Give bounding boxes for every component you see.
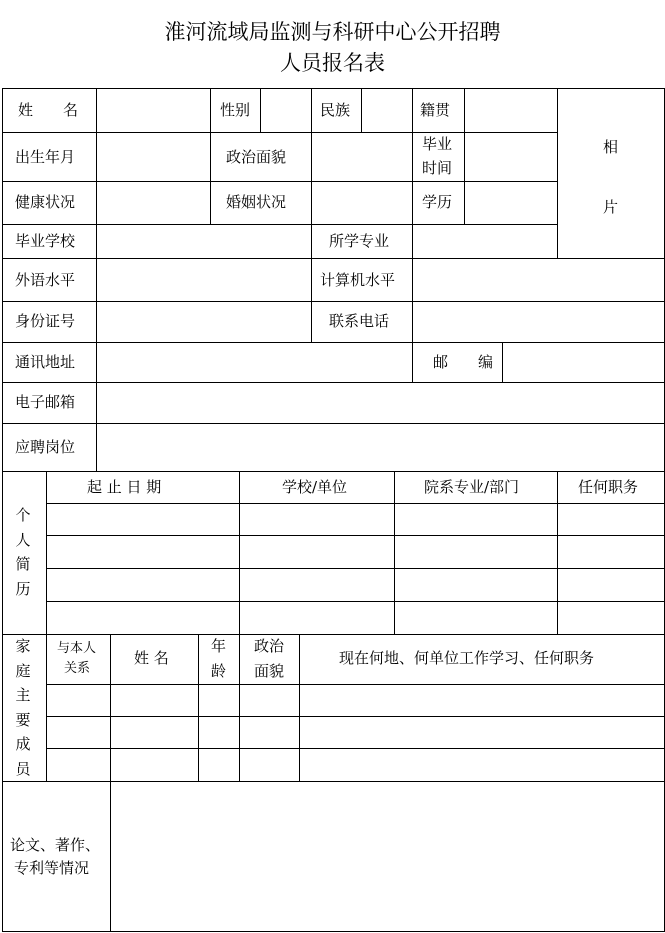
ethnicity-label: 民族 — [320, 101, 351, 119]
family-age-label-2: 龄 — [211, 662, 227, 680]
resume-side-char: 历 — [15, 579, 31, 598]
resume-side-char: 个 — [15, 506, 31, 524]
language-field[interactable] — [97, 259, 311, 301]
form-title-line1: 淮河流域局监测与科研中心公开招聘 — [164, 20, 501, 44]
resume-header-dates: 起 止 日 期 — [87, 478, 162, 496]
education-label: 学历 — [422, 193, 453, 211]
family-relation-label-2: 关系 — [64, 661, 91, 676]
name-field[interactable] — [97, 89, 210, 132]
family-side-char: 庭 — [15, 661, 31, 680]
email-field[interactable] — [97, 383, 664, 423]
gender-label: 性别 — [220, 101, 251, 119]
political-label: 政治面貌 — [226, 148, 287, 166]
marital-field[interactable] — [312, 182, 412, 224]
education-field[interactable] — [465, 182, 557, 224]
resume-header-department: 院系专业/部门 — [424, 478, 520, 496]
language-label: 外语水平 — [15, 271, 76, 289]
grad-time-label-1: 毕业 — [422, 135, 453, 153]
name-label: 姓 名 — [18, 101, 79, 119]
gender-field[interactable] — [261, 89, 311, 132]
papers-field[interactable] — [111, 782, 664, 931]
id-number-field[interactable] — [97, 302, 311, 342]
ethnicity-field[interactable] — [362, 89, 412, 132]
marital-label: 婚姻状况 — [226, 193, 287, 211]
papers-label-1: 论文、著作、 — [10, 836, 101, 854]
photo-label-2: 片 — [603, 198, 619, 216]
school-field[interactable] — [97, 225, 311, 258]
resume-side-char: 简 — [15, 555, 31, 573]
resume-side-char: 人 — [15, 530, 31, 549]
family-side-label — [13, 634, 33, 781]
family-entries[interactable] — [47, 685, 664, 781]
email-label: 电子邮箱 — [15, 393, 76, 411]
resume-header-duty: 任何职务 — [578, 478, 639, 496]
family-side-char: 要 — [15, 710, 31, 729]
native-place-field[interactable] — [465, 89, 557, 132]
form-title-line2: 人员报名表 — [280, 51, 385, 75]
position-field[interactable] — [97, 424, 664, 471]
family-relation-label-1: 与本人 — [57, 641, 97, 656]
family-political-label-2: 面貌 — [254, 662, 285, 680]
resume-side-label — [13, 503, 33, 601]
photo-box[interactable] — [558, 89, 664, 258]
id-number-label: 身份证号 — [15, 312, 76, 330]
family-side-char: 员 — [15, 759, 31, 778]
postcode-field[interactable] — [503, 343, 664, 382]
computer-field[interactable] — [413, 259, 664, 301]
family-age-label-1: 年 — [211, 637, 227, 655]
family-side-char: 家 — [15, 637, 31, 655]
health-label: 健康状况 — [15, 193, 76, 211]
phone-label: 联系电话 — [329, 312, 390, 330]
political-field[interactable] — [312, 133, 412, 181]
family-side-char: 主 — [15, 686, 31, 704]
address-label: 通讯地址 — [15, 353, 76, 371]
resume-entries[interactable] — [47, 504, 664, 634]
major-field[interactable] — [413, 225, 557, 258]
postcode-label: 邮 编 — [433, 353, 494, 371]
resume-header-school: 学校/单位 — [282, 478, 348, 496]
position-label: 应聘岗位 — [15, 438, 76, 456]
birth-label: 出生年月 — [15, 148, 76, 166]
native-place-label: 籍贯 — [420, 101, 451, 119]
birth-field[interactable] — [97, 133, 210, 181]
family-current-label: 现在何地、何单位工作学习、任何职务 — [339, 649, 595, 667]
photo-label-1: 相 — [603, 138, 619, 156]
papers-label-2: 专利等情况 — [14, 859, 90, 877]
family-political-label-1: 政治 — [254, 637, 285, 655]
major-label: 所学专业 — [329, 232, 390, 250]
grad-time-field[interactable] — [465, 133, 557, 181]
computer-label: 计算机水平 — [320, 271, 396, 289]
family-name-label: 姓 名 — [134, 649, 169, 667]
phone-field[interactable] — [413, 302, 664, 342]
address-field[interactable] — [97, 343, 412, 382]
health-field[interactable] — [97, 182, 210, 224]
grad-time-label-2: 时间 — [422, 159, 453, 177]
school-label: 毕业学校 — [15, 232, 76, 250]
family-side-char: 成 — [15, 735, 31, 753]
